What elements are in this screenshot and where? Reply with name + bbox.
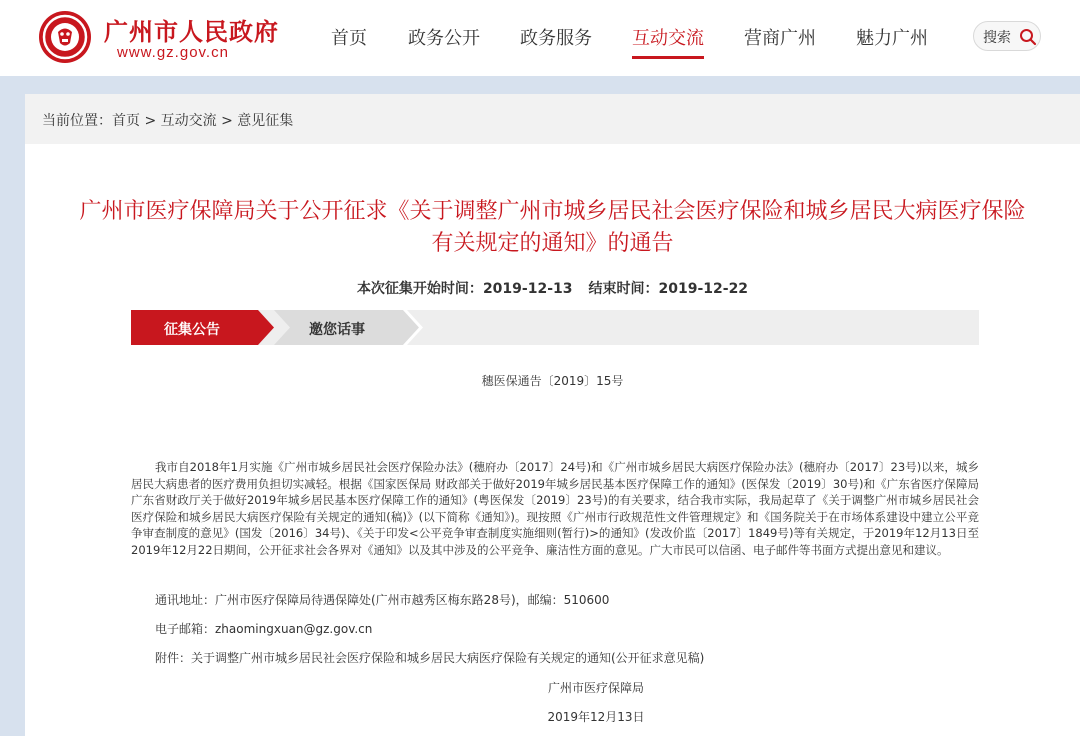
- site-url: www.gz.gov.cn: [117, 44, 229, 61]
- main-nav: [312, 0, 952, 76]
- search-button[interactable]: [973, 21, 1041, 51]
- contact-email[interactable]: 电子邮箱：zhaomingxuan@gz.gov.cn: [155, 622, 373, 636]
- search-label: 搜索: [983, 30, 1011, 46]
- document-number: 穗医保通告〔2019〕15号: [481, 374, 624, 388]
- start-date: 2019-12-13: [482, 281, 573, 297]
- issue-date: 2019年12月13日: [547, 710, 645, 724]
- notice-tabs: [131, 310, 979, 345]
- article-panel: [25, 94, 1080, 736]
- breadcrumb-interaction[interactable]: 互动交流: [160, 113, 217, 129]
- site-title[interactable]: 广州市人民政府: [104, 18, 279, 46]
- tab-arrows: [131, 310, 979, 345]
- notice-title-line-1: 广州市医疗保障局关于公开征求《关于调整广州市城乡居民社会医疗保险和城乡居民大病医疗保险: [79, 199, 1026, 224]
- tab-announcement[interactable]: 征集公告: [164, 322, 220, 338]
- nav-charm-guangzhou[interactable]: 魅力广州: [856, 28, 928, 49]
- breadcrumb-prefix: 当前位置：: [42, 113, 112, 129]
- issuer-name: 广州市医疗保障局: [547, 681, 644, 695]
- notice-title: [50, 196, 1055, 260]
- nav-gov-services[interactable]: 政务服务: [520, 28, 592, 49]
- breadcrumb-separator: >: [140, 113, 161, 129]
- notice-title-line-2: 有关规定的通知》的通告: [431, 231, 674, 256]
- site-header: [0, 0, 1080, 76]
- guangzhou-emblem-logo[interactable]: [38, 10, 92, 64]
- contact-address: 通讯地址：广州市医疗保障局待遇保障处(广州市越秀区梅东路28号)，邮编：510600: [155, 593, 610, 607]
- nav-gov-affairs-open[interactable]: 政务公开: [408, 28, 480, 49]
- breadcrumb-consultation[interactable]: 意见征集: [237, 113, 294, 129]
- nav-interaction[interactable]: 互动交流: [632, 24, 704, 60]
- search-icon: [1019, 28, 1037, 46]
- consultation-period: [25, 278, 1080, 298]
- start-label: 本次征集开始时间：: [356, 281, 483, 297]
- attachment-link[interactable]: 附件：关于调整广州市城乡居民社会医疗保险和城乡居民大病医疗保险有关规定的通知(公开征求意见稿): [155, 651, 705, 665]
- notice-body: 我市自2018年1月实施《广州市城乡居民社会医疗保险办法》(穗府办〔2017〕24号)和《广州市城乡居民大病医疗保险办法》(穗府办〔2017〕23号)以来，城乡居民大病患者的医疗费用负担切实减轻。根据《国家医保局 财政部关于做好2019年城乡居民基本医疗保障工作的通知》(医保发〔2019〕30号)和《广东省医疗保障局 广东省财政厅关于做好2019年城乡居民基本医疗保障工作的通知》(粤医保发〔2019〕23号)的有关要求，结合我市实际，我局起草了《关于调整广州市城乡居民社会医疗保险和城乡居民大病医疗保险有关规定的通知(稿)》(以下简称《通知》)。现按照《广州市行政规范性文件管理规定》和《国务院关于在市场体系建设中建立公平竞争审查制度的意见》(国发〔2016〕34号)、《关于印发<公平竞争审查制度实施细则(暂行)>的通知》(发改价监〔2017〕1849号)等有关规定，于2019年12月13日至2019年12月22日期间，公开征求社会各界对《通知》以及其中涉及的公平竞争、廉洁性方面的意见。广大市民可以信函、电子邮件等书面方式提出意见和建议。: [131, 460, 979, 557]
- breadcrumb-separator: >: [216, 113, 238, 129]
- breadcrumb-trail: [42, 110, 293, 130]
- breadcrumb-home[interactable]: 首页: [112, 113, 140, 129]
- end-label: 结束时间：: [588, 281, 659, 297]
- tab-invite-discussion[interactable]: 邀您话事: [309, 322, 365, 338]
- end-date: 2019-12-22: [658, 281, 749, 297]
- nav-business-guangzhou[interactable]: 营商广州: [744, 28, 816, 49]
- breadcrumb: [25, 94, 1080, 144]
- nav-home[interactable]: 首页: [331, 28, 367, 49]
